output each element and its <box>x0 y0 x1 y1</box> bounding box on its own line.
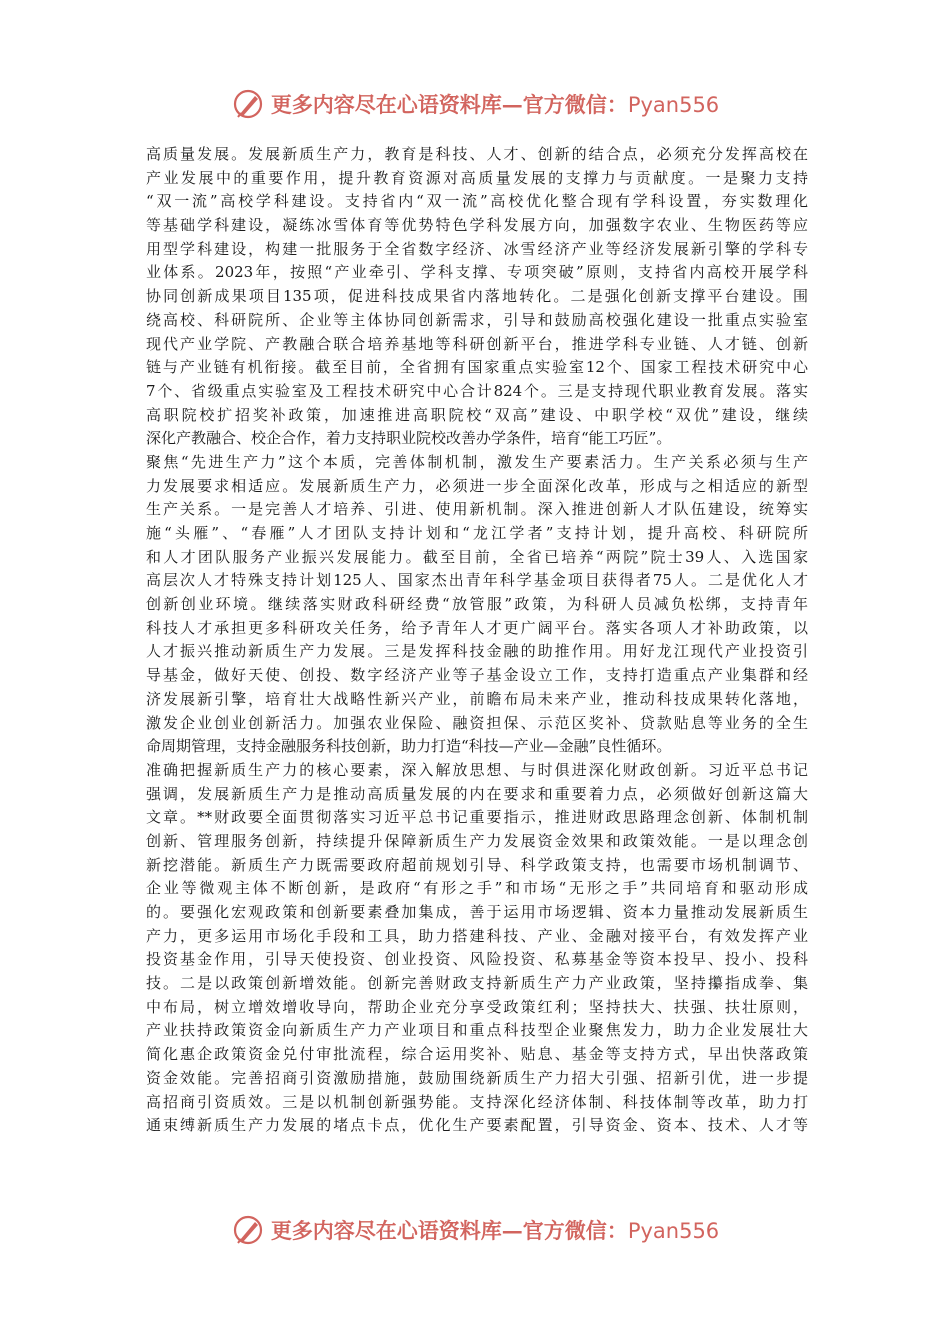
text-line: 产业扶持政策资金向新质生产力产业项目和重点科技型企业聚焦发力，助力企业发展壮大 <box>146 1021 808 1040</box>
text-line: 高质量发展。发展新质生产力，教育是科技、人才、创新的结合点，必须充分发挥高校在 <box>146 145 808 163</box>
text-line: 中布局，树立增效增收导向，帮助企业充分享受政策红利；坚持扶大、扶强、扶壮原则， <box>146 997 808 1016</box>
text-line: 高层次人才特殊支持计划125人、国家杰出青年科学基金项目获得者75人。二是优化人才 <box>146 571 808 590</box>
text-line: 人才振兴推动新质生产力发展。三是发挥科技金融的助推作用。用好龙江现代产业投资引 <box>146 642 808 661</box>
text-line: 投资基金作用，引导天使投资、创业投资、风险投资、私募基金等资本投早、投小、投科 <box>146 950 808 969</box>
text-line: 7个、省级重点实验室及工程技术研究中心合计824个。三是支持现代职业教育发展。落实 <box>146 381 808 400</box>
text-line: 业体系。2023年，按照“产业牵引、学科支撑、专项突破”原则，支持省内高校开展学科 <box>146 263 808 282</box>
text-line: 激发企业创业创新活力。加强农业保险、融资担保、示范区奖补、贷款贴息等业务的全生 <box>146 713 808 732</box>
text-line: “双一流”高校学科建设。支持省内“双一流”高校优化整合现有学科设置，夯实数理化 <box>146 192 808 211</box>
text-line: 企业等微观主体不断创新，是政府“有形之手”和市场“无形之手”共同培育和驱动形成 <box>146 879 808 898</box>
text-line: 聚焦“先进生产力”这个本质，完善体制机制，激发生产要素活力。生产关系必须与生产 <box>146 452 808 471</box>
text-line: 等基础学科建设，凝练冰雪体育等优势特色学科发展方向，加强数字农业、生物医药等应 <box>146 216 808 235</box>
watermark-banner-bottom <box>0 1210 950 1250</box>
text-line: 产力，更多运用市场化手段和工具，助力搭建科技、产业、金融对接平台，有效发挥产业 <box>146 926 808 945</box>
text-line: 准确把握新质生产力的核心要素，深入解放思想、与时俱进深化财政创新。习近平总书记 <box>146 760 808 779</box>
text-line: 简化惠企政策资金兑付审批流程，综合运用奖补、贴息、基金等支持方式，早出快落政策 <box>146 1045 808 1064</box>
text-line: 济发展新引擎，培育壮大战略性新兴产业，前瞻布局未来产业，推动科技成果转化落地， <box>146 689 808 708</box>
text-line: 施“头雁”、“春雁”人才团队支持计划和“龙江学者”支持计划，提升高校、科研院所 <box>146 524 808 542</box>
text-line: 创新、管理服务创新，持续提升保障新质生产力发展资金效果和政策效能。一是以理念创 <box>146 831 808 850</box>
text-line: 用型学科建设，构建一批服务于全省数字经济、冰雪经济产业等经济发展新引擎的学科专 <box>146 239 808 258</box>
text-line: 科技人才承担更多科研攻关任务，给予青年人才更广阔平台。落实各项人才补助政策，以 <box>146 618 808 637</box>
text-line: 和人才团队服务产业振兴发展能力。截至目前，全省已培养“两院”院士39人、入选国家 <box>146 547 808 566</box>
text-line: 的。要强化宏观政策和创新要素叠加集成，善于运用市场逻辑、资本力量推动发展新质生 <box>146 903 808 921</box>
pen-logo-icon <box>231 1213 265 1247</box>
document-body <box>146 143 808 1138</box>
text-line: 协同创新成果项目135项，促进科技成果省内落地转化。二是强化创新支撑平台建设。围 <box>146 287 808 306</box>
text-line: 深化产教融合、校企合作，着力支持职业院校改善办学条件，培育“能工巧匠”。 <box>146 429 672 448</box>
text-line: 创新创业环境。继续落实财政科研经费“放管服”政策，为科研人员减负松绑，支持青年 <box>146 595 808 614</box>
text-line: 高招商引资质效。三是以机制创新强势能。支持深化经济体制、科技体制等改革，助力打 <box>146 1092 808 1111</box>
text-line: 产业发展中的重要作用，提升教育资源对高质量发展的支撑力与贡献度。一是聚力支持 <box>146 168 808 187</box>
text-line: 生产关系。一是完善人才培养、引进、使用新机制。深入推进创新人才队伍建设，统筹实 <box>146 500 808 519</box>
text-line: 资金效能。完善招商引资激励措施，鼓励围绕新质生产力招大引强、招新引优，进一步提 <box>146 1068 808 1087</box>
text-line: 命周期管理，支持金融服务科技创新，助力打造“科技—产业—金融”良性循环。 <box>146 737 672 756</box>
text-line: 导基金，做好天使、创投、数字经济产业等子基金设立工作，支持打造重点产业集群和经 <box>146 666 808 685</box>
watermark-text: 更多内容尽在心语资料库—官方微信：Pyan556 <box>270 1218 720 1243</box>
text-line: 新挖潜能。新质生产力既需要政府超前规划引导、科学政策支持，也需要市场机制调节、 <box>146 855 808 874</box>
text-line: 强调，发展新质生产力是推动高质量发展的内在要求和重要着力点，必须做好创新这篇大 <box>146 784 808 803</box>
text-line: 现代产业学院、产教融合联合培养基地等科研创新平台，推进学科专业链、人才链、创新 <box>146 334 808 353</box>
text-line: 通束缚新质生产力发展的堵点卡点，优化生产要素配置，引导资金、资本、技术、人才等 <box>146 1116 808 1135</box>
text-line: 技。二是以政策创新增效能。创新完善财政支持新质生产力产业政策，坚持攥指成拳、集 <box>146 974 808 993</box>
text-line: 高职院校扩招奖补政策，加速推进高职院校“双高”建设、中职学校“双优”建设，继续 <box>146 405 808 424</box>
text-line: 绕高校、科研院所、企业等主体协同创新需求，引导和鼓励高校强化建设一批重点实验室 <box>146 310 808 329</box>
watermark-text: 更多内容尽在心语资料库—官方微信：Pyan556 <box>270 92 720 117</box>
text-line: 文章。**财政要全面贯彻落实习近平总书记重要指示，推进财政思路理念创新、体制机制 <box>146 808 808 827</box>
text-line: 力发展要求相适应。发展新质生产力，必须进一步全面深化改革，形成与之相适应的新型 <box>146 476 808 495</box>
text-line: 链与产业链有机衔接。截至目前，全省拥有国家重点实验室12个、国家工程技术研究中心 <box>146 358 808 377</box>
watermark-banner-top <box>0 84 950 124</box>
pen-logo-icon <box>231 87 265 121</box>
